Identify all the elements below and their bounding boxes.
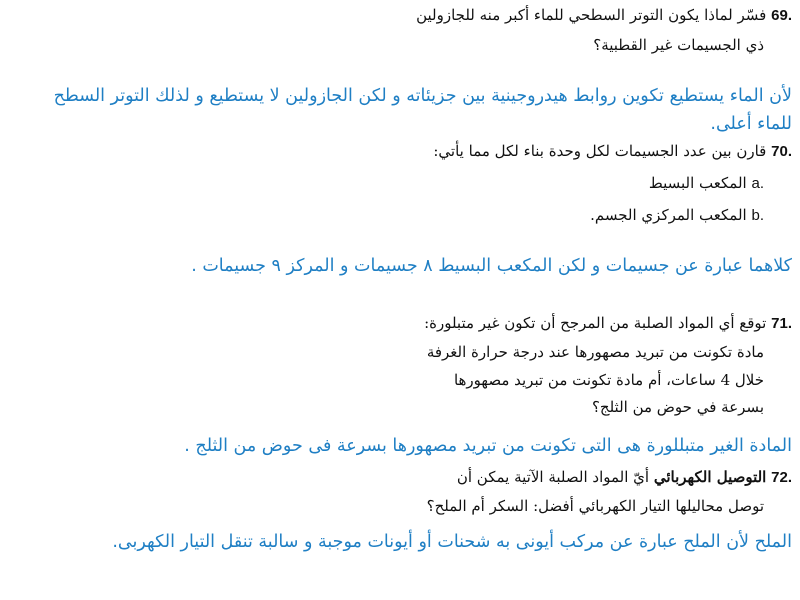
question-69-number: 69. xyxy=(771,7,792,24)
question-71-text-1: توقع أي المواد الصلبة من المرجح أن تكون غير متبلورة: xyxy=(424,314,767,332)
answer-72-line-1 xyxy=(112,532,792,552)
question-72-line-2 xyxy=(427,497,764,515)
question-70-option-b-text: المكعب المركزي الجسم. xyxy=(590,206,747,224)
question-70-option-b-letter: b. xyxy=(751,207,764,224)
question-70-option-a-text: المكعب البسيط xyxy=(648,174,747,192)
question-72-number: 72. xyxy=(771,469,792,486)
answer-70-text-1: كلاهما عبارة عن جسيمات و لكن المكعب البسيط ٨ جسيمات و المركز ٩ جسيمات . xyxy=(191,256,792,276)
answer-69-text-2: للماء أعلى. xyxy=(710,114,792,134)
question-72-text-2: توصل محاليلها التيار الكهربائي أفضل: السكر أم الملح؟ xyxy=(426,497,764,515)
answer-70-line-1 xyxy=(191,256,792,276)
answer-69-text-1: لأن الماء يستطيع تكوين روابط هيدروجينية بين جزيئاته و لكن الجازولين لا يستطيع و لذلك التوتر السطح xyxy=(53,86,792,106)
question-70-option-b xyxy=(590,206,764,224)
question-70-option-a xyxy=(649,174,764,192)
question-72-label: التوصيل الكهربائي xyxy=(653,468,767,486)
question-72-line-1 xyxy=(457,468,792,486)
question-71-text-2: مادة تكونت من تبريد مصهورها عند درجة حرارة الغرفة xyxy=(426,343,764,361)
question-71-line-1 xyxy=(424,314,792,332)
answer-72-text-1: الملح لأن الملح عبارة عن مركب أيونى به شحنات أو أيونات موجبة و سالبة تنقل التيار الكهربى. xyxy=(112,532,792,552)
question-70-option-a-letter: a. xyxy=(751,175,764,192)
question-70-text-1: قارن بين عدد الجسيمات لكل وحدة بناء لكل مما يأتي: xyxy=(433,142,767,160)
answer-69-line-2 xyxy=(710,114,792,134)
question-71-number: 71. xyxy=(771,315,792,332)
answer-71-text-1: المادة الغير متبللورة هى التى تكونت من تبريد مصهورها بسرعة فى حوض من الثلج . xyxy=(184,436,792,456)
question-71-text-4: بسرعة في حوض من الثلج؟ xyxy=(591,398,764,416)
question-69-text-1: فسّر لماذا يكون التوتر السطحي للماء أكبر منه للجازولين xyxy=(416,6,767,24)
question-69-line-1 xyxy=(416,6,792,24)
answer-71-line-1 xyxy=(184,436,792,456)
question-69-text-2: ذي الجسيمات غير القطبية؟ xyxy=(593,36,764,54)
question-70-line-1 xyxy=(433,142,792,160)
question-69-line-2 xyxy=(593,36,764,54)
answer-69-line-1 xyxy=(54,86,792,106)
question-71-line-4 xyxy=(592,398,764,416)
question-70-number: 70. xyxy=(771,143,792,160)
question-71-line-2 xyxy=(427,343,764,361)
question-72-text-1: أيّ المواد الصلبة الآتية يمكن أن xyxy=(456,468,650,486)
question-71-text-3: خلال 4 ساعات، أم مادة تكونت من تبريد مصهورها xyxy=(453,371,764,389)
question-71-line-3 xyxy=(454,371,764,389)
